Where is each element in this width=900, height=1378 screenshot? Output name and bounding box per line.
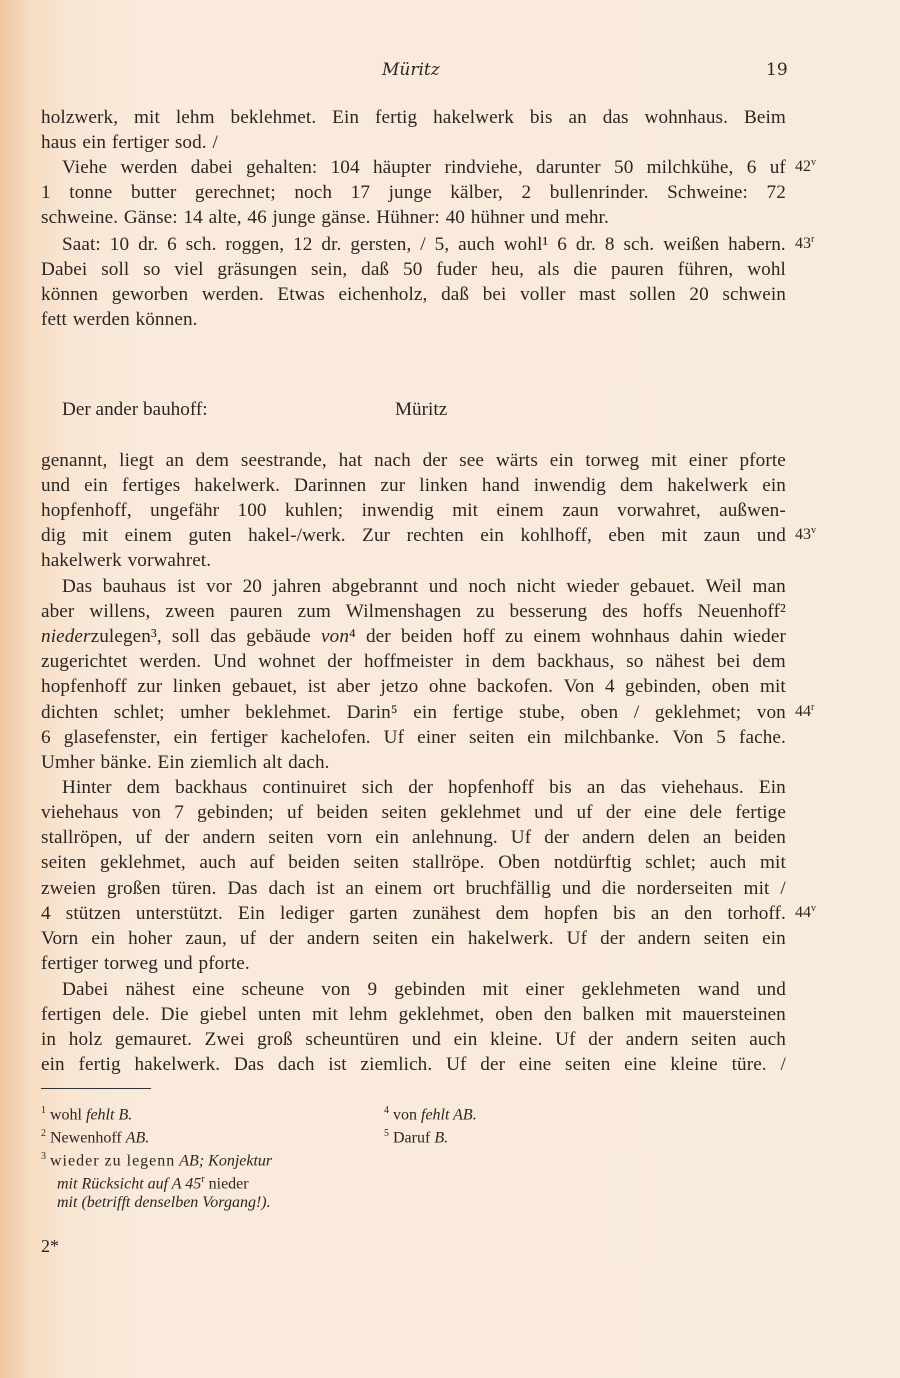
text-line: Vorn ein hoher zaun, uf der andern seiten ein hakelwerk. Uf der andern seiten ein [41,928,786,949]
signature-mark: 2* [41,1236,59,1256]
footnote-3: $^3$ wieder zu legenn AB; Konjektur [41,1151,273,1170]
text-line: Umher bänke. Ein ziemlich alt dach. [41,752,330,773]
text-line: Das bauhaus ist vor 20 jahren abgebrannt und noch nicht wieder gebauet. Weil man [62,576,786,597]
text-line: Saat: 10 dr. 6 sch. roggen, 12 dr. gersten, / 5, auch wohl¹ 6 dr. 8 sch. weißen habern. [62,234,786,255]
section-heading-right: Müritz [395,399,448,420]
text-line: hopfenhoff, ungefähr 100 kuhlen; inwendig mit einem zaun vorwahret, außwen- [41,500,786,521]
folio-ref: 44$^v$ [795,903,816,921]
footnote-rule [41,1088,151,1089]
section-heading-left: Der ander bauhoff: [62,399,208,420]
text-line: aber willens, zween pauren zum Wilmenshagen zu besserung des hoffs Neuenhoff² [41,601,786,622]
text-line: ein fertig hakelwerk. Das dach ist ziemlich. Uf der eine seiten eine kleine türe. / [41,1054,786,1075]
text-line: Dabei soll so viel gräsungen sein, daß 50 fuder heu, als die pauren führen, wohl [41,259,786,280]
text-line: 1 tonne butter gerechnet; noch 17 junge kälber, 2 bullenrinder. Schweine: 72 [41,182,786,203]
text-line: fertigen dele. Die giebel unten mit lehm geklehmet, oben den balken mit mauersteinen [41,1004,786,1025]
folio-ref: 42$^v$ [795,157,816,175]
page-number: 19 [766,60,788,80]
text-line: zugerichtet werden. Und wohnet der hoffmeister in dem backhaus, so nähest bei dem [41,651,786,672]
text-line: 4 stützen unterstützt. Ein lediger garten zunähest dem hopfen bis an den torhoff. [41,903,786,924]
text-line: hopfenhoff zur linken gebauet, ist aber jetzo ohne backofen. Von 4 gebinden, oben mit [41,676,786,697]
text-line: können geworben werden. Etwas eichenholz, daß bei voller mast sollen 20 schwein [41,284,786,305]
text-line: Hinter dem backhaus continuiret sich der hopfenhoff bis an das viehehaus. Ein [62,777,786,798]
text-line: seiten geklehmet, auch auf beiden seiten stallröpe. Oben notdürftig schlet; auch mit [41,852,786,873]
text-line: in holz gemauret. Zwei groß scheuntüren und ein kleine. Uf der andern seiten auch [41,1029,786,1050]
text-line: fett werden können. [41,309,198,330]
text-line: schweine. Gänse: 14 alte, 46 junge gänse. Hühner: 40 hühner und mehr. [41,207,609,228]
text-line: stallröpen, uf der andern seiten vorn ein anlehnung. Uf der andern delen an beiden [41,827,786,848]
text-line: viehehaus von 7 gebinden; uf beiden seiten geklehmet und uf der eine dele fertige [41,802,786,823]
text-line: niederzulegen³, soll das gebäude von⁴ der beiden hoff zu einem wohnhaus dahin wieder [41,626,786,647]
footnote-2: $^2$ Newenhoff AB. [41,1128,150,1147]
folio-ref: 43$^v$ [795,525,816,543]
text-line: holzwerk, mit lehm beklehmet. Ein fertig hakelwerk bis an das wohnhaus. Beim [41,107,786,128]
folio-ref: 43$^r$ [795,234,815,252]
text-line: zweien großen türen. Das dach ist an einem ort bruchfällig und die norderseiten mit / [41,878,786,899]
running-title: Müritz [382,60,440,80]
text-line: 6 glasefenster, ein fertiger kachelofen. Uf einer seiten ein milchbanke. Von 5 fache. [41,727,786,748]
text-line: Dabei nähest eine scheune von 9 gebinden mit einer geklehmeten wand und [62,979,786,1000]
text-line: haus ein fertiger sod. / [41,132,218,153]
footnote-1: $^1$ wohl fehlt B. [41,1105,133,1124]
footnote-5: $^5$ Daruf B. [384,1128,449,1147]
text-line: dig mit einem guten hakel-/werk. Zur rechten ein kohlhoff, eben mit zaun und [41,525,786,546]
footnote-3-cont: mit Rücksicht auf A 45$^r$ nieder [57,1174,249,1193]
folio-ref: 44$^r$ [795,702,815,720]
footnote-3-cont2: mit (betrifft denselben Vorgang!). [57,1194,271,1211]
footnote-4: $^4$ von fehlt AB. [384,1105,477,1124]
text-line: fertiger torweg und pforte. [41,953,250,974]
text-line: Viehe werden dabei gehalten: 104 häupter rindviehe, darunter 50 milchkühe, 6 uf [62,157,786,178]
text-line: dichten schlet; umher beklehmet. Darin⁵ ein fertige stube, oben / geklehmet; von [41,702,786,723]
text-line: und ein fertiges hakelwerk. Darinnen zur linken hand inwendig dem hakelwerk ein [41,475,786,496]
text-line: hakelwerk vorwahret. [41,550,212,571]
text-line: genannt, liegt an dem seestrande, hat nach der see wärts ein torweg mit einer pforte [41,450,786,471]
